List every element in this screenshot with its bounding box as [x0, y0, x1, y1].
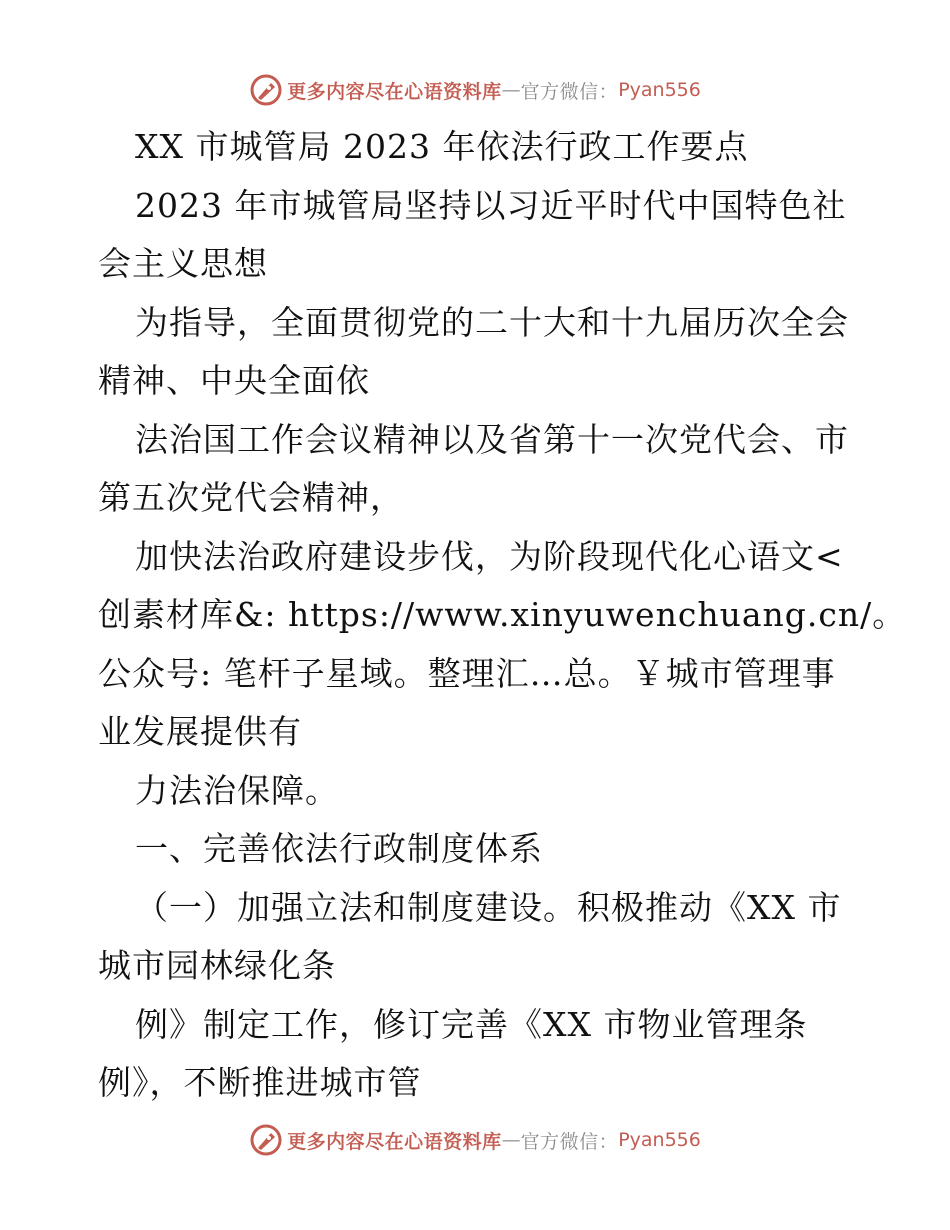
- banner-dash: —: [501, 79, 521, 101]
- paragraph-line: 例》制定工作，修订完善《XX 市物业管理条: [135, 1005, 808, 1044]
- paragraph-line: 精神、中央全面依: [98, 361, 370, 400]
- paragraph-line: 法治国工作会议精神以及省第十一次党代会、市: [135, 420, 849, 459]
- paragraph-line: 会主义思想: [98, 244, 268, 283]
- banner-brand-text: 更多内容尽在心语资料库: [287, 80, 502, 103]
- section-heading: 一、完善依法行政制度体系: [135, 829, 543, 868]
- document-title: XX 市城管局 2023 年依法行政工作要点: [135, 127, 749, 166]
- paragraph-line: 为指导，全面贯彻党的二十大和十九届历次全会: [135, 303, 849, 342]
- header-watermark-banner: [0, 70, 950, 110]
- pen-nib-circle-logo-icon: [249, 1123, 283, 1157]
- paragraph-line: 业发展提供有: [98, 712, 302, 751]
- banner-wechat-id: Pyan556: [618, 79, 701, 101]
- banner-wechat-label: 官方微信：: [520, 80, 619, 103]
- paragraph-line: 加快法治政府建设步伐，为阶段现代化心语文<: [135, 537, 844, 576]
- paragraph-line: 第五次党代会精神，: [98, 478, 404, 517]
- banner-dash: —: [501, 1129, 521, 1151]
- banner-wechat-label: 官方微信：: [520, 1130, 619, 1153]
- paragraph-line: 公众号: 笔杆子星域。整理汇…总。￥城市管理事: [98, 654, 836, 693]
- paragraph-line: 力法治保障。: [135, 771, 339, 810]
- paragraph-line-url: 创素材库&: https://www.xinyuwenchuang.cn/。: [98, 595, 907, 634]
- banner-wechat-id: Pyan556: [618, 1129, 701, 1151]
- subsection-heading: （一）加强立法和制度建设。积极推动《XX 市: [135, 888, 842, 927]
- paragraph-line: 例》，不断推进城市管: [98, 1063, 422, 1102]
- banner-brand-text: 更多内容尽在心语资料库: [287, 1130, 502, 1153]
- paragraph-line: 2023 年市城管局坚持以习近平时代中国特色社: [135, 186, 847, 225]
- pen-nib-circle-logo-icon: [249, 73, 283, 107]
- footer-watermark-banner: [0, 1120, 950, 1160]
- paragraph-line: 城市园林绿化条: [98, 946, 336, 985]
